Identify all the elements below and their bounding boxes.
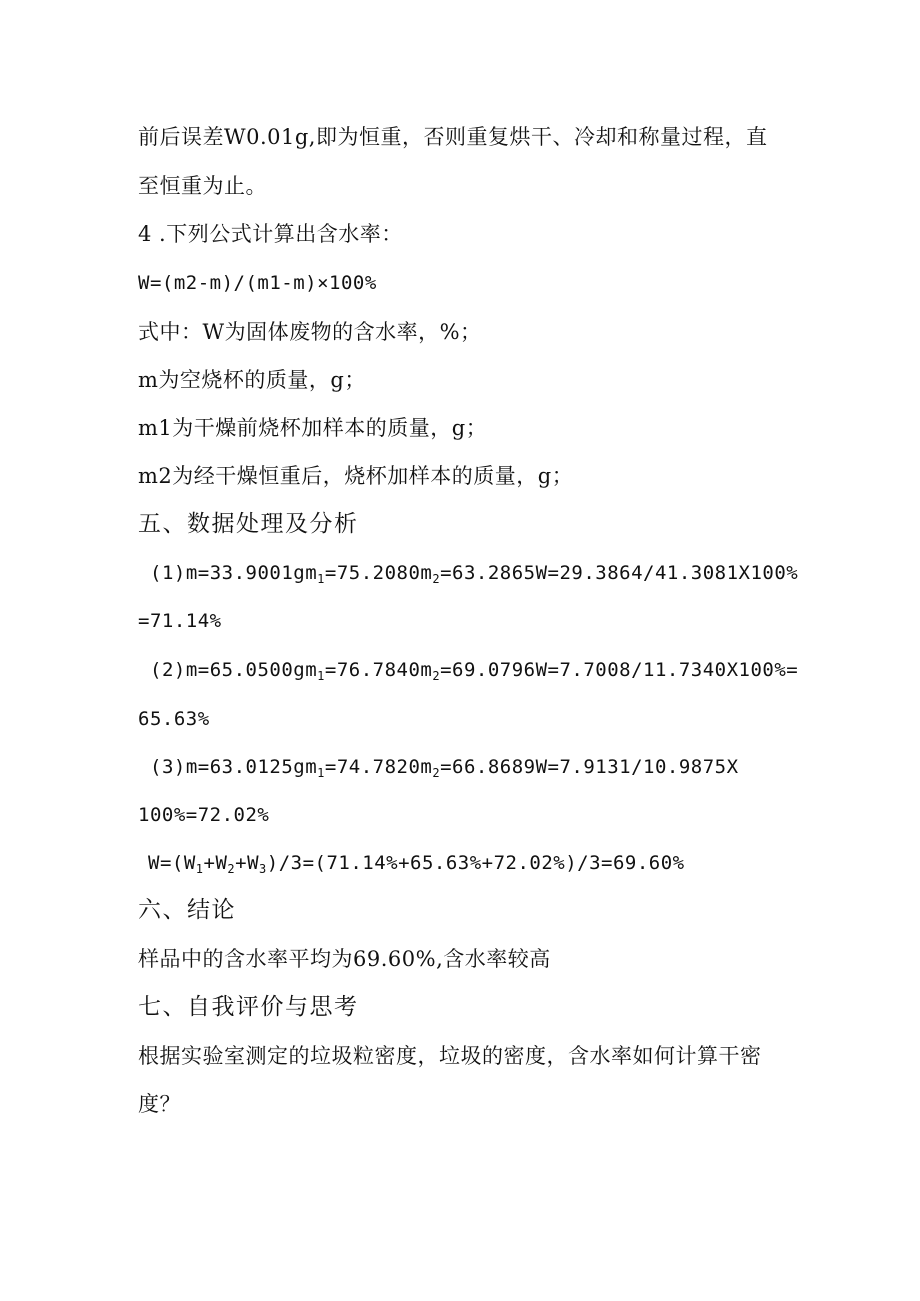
calc3-sub1: 1 bbox=[317, 766, 325, 780]
reflection-line2: 度？ bbox=[138, 1092, 181, 1116]
avg-post: )/3=(71.14%+65.63%+72.02%)/3=69.60% bbox=[266, 852, 685, 874]
definition-w: 式中：W为固体废物的含水率，%； bbox=[138, 320, 482, 344]
calculation-2 bbox=[150, 656, 798, 684]
section-6-heading: 六、结论 bbox=[138, 897, 236, 923]
conclusion-text: 样品中的含水率平均为69.60%,含水率较高 bbox=[138, 947, 551, 971]
calculation-2-result: 65.63% bbox=[138, 708, 210, 730]
average-calculation bbox=[148, 849, 685, 877]
calculation-1 bbox=[150, 559, 798, 587]
calc3-sub2: 2 bbox=[432, 766, 441, 780]
section-7-heading: 七、自我评价与思考 bbox=[138, 994, 359, 1020]
calculation-1-result: =71.14% bbox=[138, 610, 222, 632]
calculation-3 bbox=[150, 753, 739, 781]
moisture-formula: W=(m2-m)/(m1-m)×100% bbox=[138, 272, 377, 294]
calculation-3-result: 100%=72.02% bbox=[138, 804, 270, 826]
calc2-mid: =76.7840m bbox=[324, 659, 433, 681]
avg-sub1: 1 bbox=[195, 862, 204, 876]
calc3-mid: =74.7820m bbox=[324, 756, 433, 778]
avg-pre: W=(W bbox=[148, 852, 196, 874]
definition-m2: m2为经干燥恒重后，烧杯加样本的质量，g； bbox=[138, 464, 574, 488]
reflection-line1: 根据实验室测定的垃圾粒密度，垃圾的密度，含水率如何计算干密 bbox=[138, 1044, 762, 1068]
calc1-mid: =75.2080m bbox=[324, 562, 433, 584]
avg-sub2: 2 bbox=[227, 862, 236, 876]
calc1-sub1: 1 bbox=[317, 572, 325, 586]
calc2-sub2: 2 bbox=[432, 669, 441, 683]
section-5-heading: 五、数据处理及分析 bbox=[138, 511, 359, 537]
avg-b: +W bbox=[235, 852, 260, 874]
calc3-pre: (3)m=63.0125gm bbox=[150, 756, 318, 778]
step-4-text: 4 .下列公式计算出含水率： bbox=[138, 222, 403, 246]
calc2-sub1: 1 bbox=[317, 669, 325, 683]
avg-a: +W bbox=[203, 852, 228, 874]
calc1-sub2: 2 bbox=[432, 572, 441, 586]
calc1-post: =63.2865W=29.3864/41.3081X100% bbox=[440, 562, 799, 584]
calc2-pre: (2)m=65.0500gm bbox=[150, 659, 318, 681]
definition-m: m为空烧杯的质量，g； bbox=[138, 368, 366, 392]
avg-sub3: 3 bbox=[259, 862, 267, 876]
paragraph-constant-weight-line1: 前后误差W0.01g,即为恒重，否则重复烘干、冷却和称量过程，直 bbox=[138, 125, 768, 149]
calc3-post: =66.8689W=7.9131/10.9875X bbox=[440, 756, 739, 778]
calc2-post: =69.0796W=7.7008/11.7340X100%= bbox=[440, 659, 799, 681]
paragraph-constant-weight-line2: 至恒重为止。 bbox=[138, 174, 267, 198]
calc1-pre: (1)m=33.9001gm bbox=[150, 562, 318, 584]
definition-m1: m1为干燥前烧杯加样本的质量，g； bbox=[138, 416, 488, 440]
